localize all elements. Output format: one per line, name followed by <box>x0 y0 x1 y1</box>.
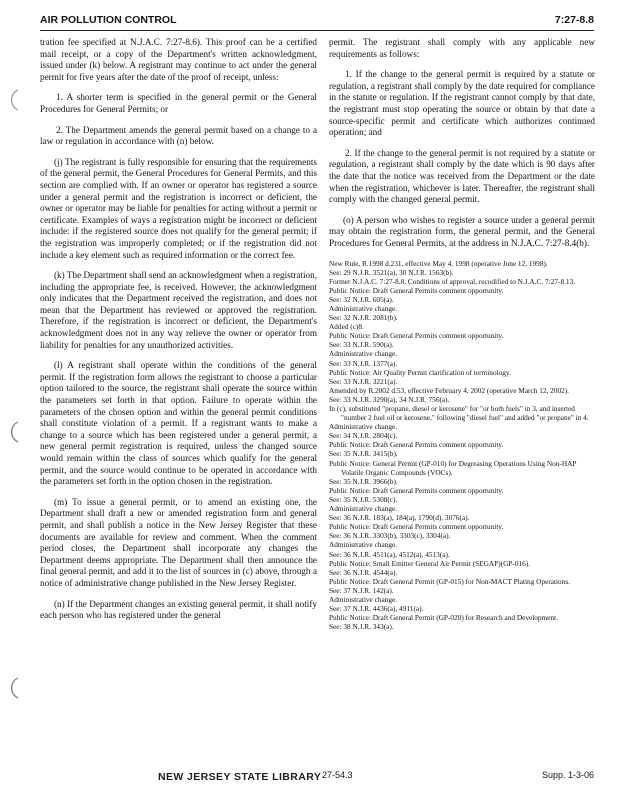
history-line: See: 35 N.J.R. 3415(b). <box>329 449 398 459</box>
history-line: Amended by R.2002 d.53, effective February 4, 2002 (operative March 12, 2002). <box>329 385 569 395</box>
history-line: See: 36 N.J.R. 183(a), 184(a), 1790(d), 3076(a). <box>329 513 470 523</box>
paragraph-j: (j) The registrant is fully responsible for ensuring that the requirements of the general permit, the General Procedures for General Permits, and this section are complied with. If an owner or operator has registered a source under a general permit and the registration is incorrect or deficient, the owner or operator may be liable for penalties for acting without a permit or certificate. Examples of ways a registration might be incorrect or deficient include: if the registered source does not qualify for the general permit; if the registration was improperly completed; or if the registration did not include a key element such as required information or the correct fee. <box>40 156 317 260</box>
paragraph-l: (l) A registrant shall operate within the conditions of the general permit. If the registration form allows the registrant to choose a particular option tailored to the source, the registrant shall operate the source within the parameters set forth in that option. Failure to operate within the parameters of the chosen option and within the general permit conditions shall constitute violation of a permit. If a registrant wants to make a change to a source which has been registered under a general permit, a new general permit registration is required, unless the changed source would remain within the class of sources which qualify for the general permit, and the source would continue to be operated in accordance with the parameters set forth in the option chosen in the registration. <box>40 360 317 487</box>
list-item-2-right: 2. If the change to the general permit is not required by a statute or regulation, a registrant shall comply by the date which is 90 days after the date that the notice was received from the Department or the date when the registration, whichever is later. Thereafter, the registrant shall comply with the changed general permit. <box>329 147 595 205</box>
history-line: Public Notice: Draft General Permit (GP-020) for Research and Development. <box>329 613 558 623</box>
page-number: 27-54.3 <box>322 770 353 780</box>
paragraph-k: (k) The Department shall send an acknowledgment when a registration, including the appropriate fee, is received. However, the acknowledgment only indicates that the Department received the registration, and does not mean that the Department has reviewed or approved the registration. Therefore, if the registration is incorrect or deficient, the Department's acknowledgment does not in any way relieve the owner or operator from liability for penalties for any unauthorized activities. <box>40 270 317 350</box>
history-line: Public Notice: General Permit (GP-010) for Degreasing Operations Using Non-HAP Volatile Organic Compounds (VOCs). <box>329 458 577 477</box>
history-line: See: 33 N.J.R. 3221(a). <box>329 376 398 386</box>
punch-hole-mark-middle <box>6 420 22 444</box>
right-column <box>329 37 595 631</box>
punch-hole-mark-bottom <box>6 676 22 700</box>
punch-hole-mark-top <box>6 88 22 112</box>
history-line: Public Notice: Draft General Permits comment opportunity. <box>329 485 504 495</box>
chapter-title: AIR POLLUTION CONTROL <box>40 14 177 26</box>
history-line: In (c), substituted "propane, diesel or kerosene" for "or both fuels" in 3, and inserted "number 2 fuel oil or kerosene," following "diesel fuel" and added "or propane" in 4. <box>329 404 589 423</box>
paragraph-continued: tration fee specified at N.J.A.C. 7:27-8.6). This proof can be a certified mail receipt, or a copy of the Department's written acknowledgment, issued under (k) below. A registrant may continue to act under the general permit for five years after the date of the proof of receipt, unless: <box>40 37 317 82</box>
header-rule <box>40 30 594 31</box>
history-line: See: 36 N.J.R. 4511(a), 4512(a), 4513(a). <box>329 549 450 559</box>
history-line: See: 33 N.J.R. 1377(a). <box>329 358 398 368</box>
supplement-date: Supp. 1-3-06 <box>541 770 594 780</box>
history-line: See: 36 N.J.R. 4544(a). <box>329 567 398 577</box>
history-line: Added (c)8. <box>329 322 364 332</box>
library-stamp: NEW JERSEY STATE LIBRARY <box>158 771 322 783</box>
history-line: Public Notice: Draft General Permits comment opportunity. <box>329 522 504 532</box>
history-line: New Rule, R.1998 d.231, effective May 4, 1998 (operative June 12, 1998). <box>329 258 548 268</box>
history-line: Public Notice: Draft General Permits comment opportunity. <box>329 440 504 450</box>
list-item-2: 2. The Department amends the general permit based on a change to a law or regulation in accordance with (n) below. <box>40 124 317 147</box>
history-line: See: 29 N.J.R. 3521(a), 30 N.J.R. 1563(b). <box>329 267 454 277</box>
history-line: Administrative change. <box>329 504 398 514</box>
history-line: Administrative change. <box>329 349 398 359</box>
history-line: Public Notice: Small Emitter General Air Permit (SEGAP)(GP-016). <box>329 558 531 568</box>
history-line: Administrative change. <box>329 540 398 550</box>
history-line: Former N.J.A.C. 7:27-8.8, Conditions of approval, recodified to N.J.A.C. 7:27-8.13. <box>329 276 576 286</box>
history-line: See: 33 N.J.R. 590(a). <box>329 340 394 350</box>
history-line: Public Notice: Draft General Permit (GP-015) for Non-MACT Plating Operations. <box>329 576 571 586</box>
running-header <box>40 14 594 30</box>
history-line: See: 36 N.J.R. 3303(b), 3303(c), 3304(a). <box>329 531 451 541</box>
history-line: See: 33 N.J.R. 3290(a), 34 N.J.R. 756(a). <box>329 394 450 404</box>
history-line: Public Notice: Draft General Permits comment opportunity. <box>329 331 504 341</box>
history-line: Public Notice: Air Quality Permit clarification of terminology. <box>329 367 511 377</box>
history-line: See: 32 N.J.R. 605(a). <box>329 294 394 304</box>
list-item-1-right: 1. If the change to the general permit is required by a statute or regulation, a registrant shall comply by the date required for compliance in the statute or regulation. If the registrant cannot comply by that date, the registrant must stop operating the source or obtain by that date a source-specific permit and certificate which authorizes continued operation; and <box>329 69 595 138</box>
paragraph-n: (n) If the Department changes an existing general permit, it shall notify each person who has registered under the general <box>40 598 317 621</box>
paragraph-o: (o) A person who wishes to register a source under a general permit may obtain the registration form, the general permit, and the General Procedures for General Permits, at the address in N.J.A.C. 7:27-8.4(b). <box>329 214 595 248</box>
history-line: See: 37 N.J.R. 4436(a), 4911(a). <box>329 604 424 614</box>
history-line: See: 35 N.J.R. 3966(b). <box>329 476 398 486</box>
section-number: 7:27-8.8 <box>554 14 594 26</box>
left-column <box>40 37 317 622</box>
history-line: Public Notice: Draft General Permits comment opportunity. <box>329 285 504 295</box>
history-line: See: 37 N.J.R. 142(a). <box>329 585 394 595</box>
history-line: Administrative change. <box>329 422 398 432</box>
history-line: Administrative change. <box>329 594 398 604</box>
history-line: Administrative change. <box>329 303 398 313</box>
paragraph-m: (m) To issue a general permit, or to amend an existing one, the Department shall draft a new or amended registration form and general permit, and shall publish a notice in the New Jersey Register that these documents are available for review and comment. When the comment period closes, the Department shall incorporate any changes the Department deems appropriate. The Department shall then announce the final general permit, and add it to the list of sources in (c) above, through a notice of administrative change published in the New Jersey Register. <box>40 496 317 588</box>
history-notes <box>329 259 595 632</box>
history-line: See: 38 N.J.R. 343(a). <box>329 622 394 632</box>
paragraph-continued-right: permit. The registrant shall comply with any applicable new requirements as follows: <box>329 37 595 59</box>
page-footer <box>40 768 594 784</box>
history-line: See: 34 N.J.R. 2804(c). <box>329 431 398 441</box>
list-item-1: 1. A shorter term is specified in the general permit or the General Procedures for General Permits; or <box>40 92 317 114</box>
history-line: See: 35 N.J.R. 5308(c). <box>329 494 398 504</box>
history-line: See: 32 N.J.R. 2081(b). <box>329 313 398 323</box>
